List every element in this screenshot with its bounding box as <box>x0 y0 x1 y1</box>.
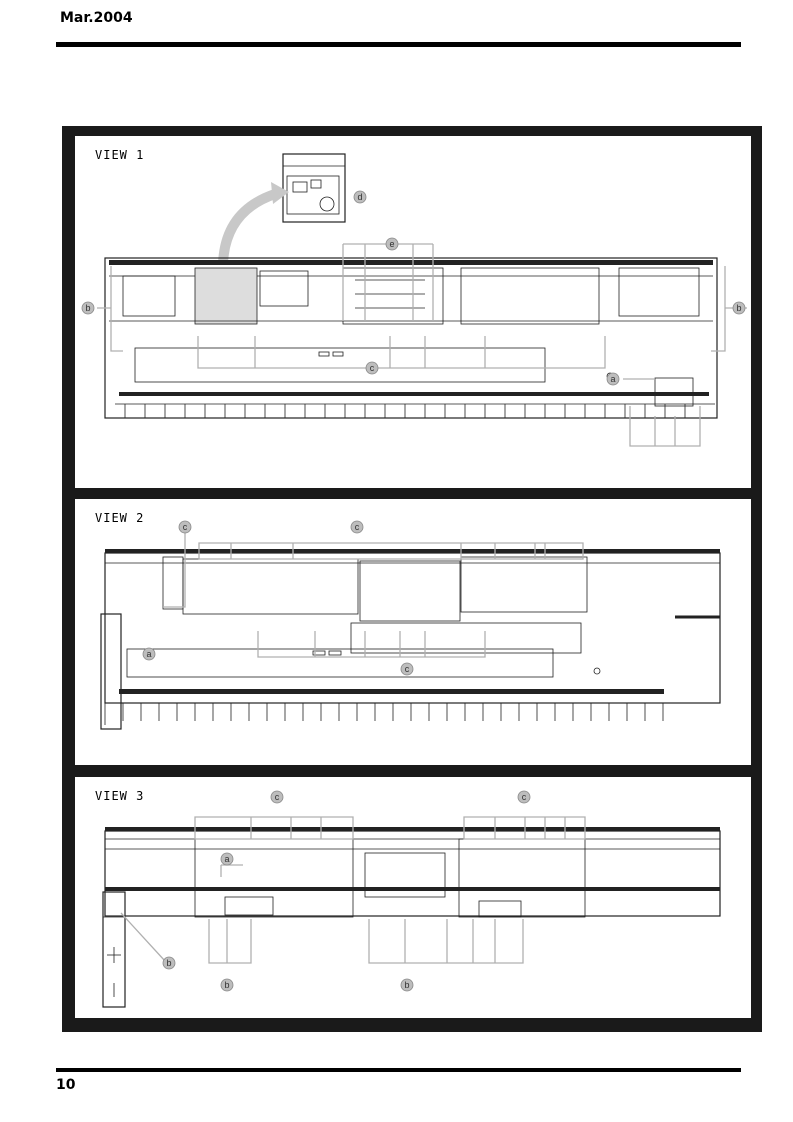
svg-text:b: b <box>224 980 230 990</box>
callout-c <box>366 362 378 374</box>
callout-b-left <box>82 302 94 314</box>
footer-rule <box>56 1068 741 1072</box>
svg-text:e: e <box>389 239 395 249</box>
view-3-label: VIEW 3 <box>95 789 145 803</box>
svg-text:c: c <box>182 522 188 532</box>
svg-text:c: c <box>521 792 527 802</box>
view-2-diagram <box>75 499 751 765</box>
view-1-panel <box>75 136 751 488</box>
svg-text:c: c <box>274 792 280 802</box>
svg-text:b: b <box>166 958 172 968</box>
chassis-view-1 <box>105 258 717 418</box>
svg-text:d: d <box>357 192 363 202</box>
callout-a <box>607 373 619 385</box>
svg-text:b: b <box>85 303 91 313</box>
callout-d <box>354 191 366 203</box>
header-date: Mar.2004 <box>60 10 133 26</box>
svg-text:a: a <box>224 854 230 864</box>
callout-a <box>143 648 155 660</box>
view-1-diagram <box>75 136 751 488</box>
page-number: 10 <box>56 1077 76 1093</box>
removed-module-drawing <box>283 154 345 222</box>
svg-text:b: b <box>404 980 410 990</box>
svg-text:c: c <box>354 522 360 532</box>
callout-b-right <box>733 302 745 314</box>
removal-arrow <box>223 194 275 264</box>
callout-c-left <box>271 791 283 803</box>
callout-e <box>386 238 398 250</box>
callout-c-top <box>351 521 363 533</box>
callout-c-bottom <box>401 663 413 675</box>
callout-b-left <box>221 979 233 991</box>
view-2-label: VIEW 2 <box>95 511 145 525</box>
chassis-view-2 <box>101 549 720 729</box>
view-2-panel <box>75 499 751 765</box>
header-rule <box>56 42 741 47</box>
svg-text:c: c <box>404 664 410 674</box>
svg-text:b: b <box>736 303 742 313</box>
callout-b-side <box>163 957 175 969</box>
callout-c-right <box>518 791 530 803</box>
view-1-label: VIEW 1 <box>95 148 145 162</box>
svg-text:a: a <box>146 649 152 659</box>
callout-a <box>221 853 233 865</box>
callout-b-center <box>401 979 413 991</box>
svg-text:c: c <box>369 363 375 373</box>
view-3-panel <box>75 777 751 1018</box>
svg-text:a: a <box>610 374 616 384</box>
callout-c-left <box>179 521 191 533</box>
view-3-diagram <box>75 777 751 1018</box>
chassis-view-3 <box>103 827 720 1007</box>
